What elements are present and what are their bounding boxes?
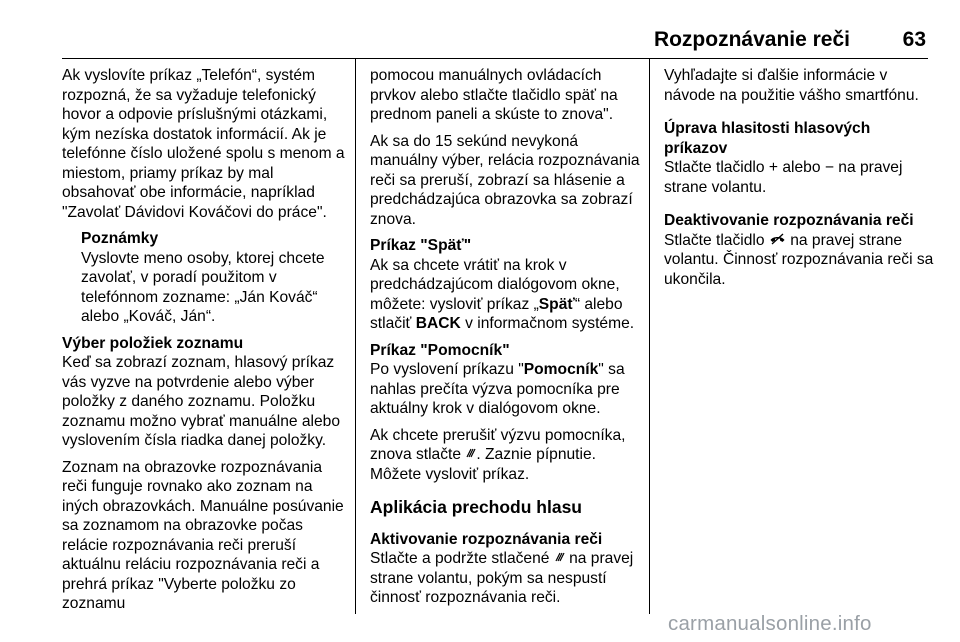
watermark: carmanualsonline.info bbox=[668, 612, 872, 635]
hangup-icon bbox=[769, 233, 786, 245]
paragraph: Ak sa chcete vrátiť na krok v predchádzajúcom dialógovom okne, môžete: vysloviť príkaz „Späť“ alebo stlačiť BACK v informačnom systéme. bbox=[370, 256, 635, 332]
column-1 bbox=[62, 66, 348, 621]
paragraph: pomocou manuálnych ovládacích prvkov alebo stlačte tlačidlo späť na prednom paneli a skúste to znova". bbox=[370, 67, 618, 123]
paragraph: Keď sa zobrazí zoznam, hlasový príkaz vás vyzve na potvrdenie alebo výber položky z daného zoznamu. Položku zoznamu možno vybrať manuálne alebo vyslovením čísla riadka danej položky. bbox=[62, 354, 341, 449]
column-3 bbox=[664, 66, 936, 296]
paragraph: Stlačte tlačidlo + alebo − na pravej strane volantu. bbox=[664, 159, 903, 196]
page-title: Rozpoznávanie reči bbox=[653, 28, 850, 51]
page-header bbox=[62, 28, 928, 59]
subheading: Príkaz "Pomocník" bbox=[370, 341, 510, 359]
section-heading: Aplikácia prechodu hlasu bbox=[370, 497, 582, 517]
voice-icon bbox=[465, 446, 476, 459]
column-divider bbox=[355, 58, 356, 614]
subheading: Príkaz "Späť" bbox=[370, 237, 472, 254]
subheading: Úprava hlasitosti hlasových príkazov bbox=[664, 120, 871, 157]
paragraph: Zoznam na obrazovke rozpoznávania reči funguje rovnako ako zoznam na iných obrazovkách. Manuálne posúvanie sa zoznamom na obrazovke počas relácie rozpoznávania reči preruší aktuálnu reláciu rozpoznávania reči a prehrá príkaz "Vyberte položku zo zoznamu bbox=[62, 458, 344, 612]
page-number: 63 bbox=[902, 28, 926, 51]
paragraph: Po vyslovení príkazu "Pomocník" sa nahlas prečíta výzva pomocníka pre aktuálny krok v dialógovom okne. bbox=[370, 361, 625, 417]
paragraph: Ak vyslovíte príkaz „Telefón“, systém rozpozná, že sa vyžaduje telefonický hovor a odpovie príslušnými otázkami, kým nezíska dostatok informácií. Ak je telefónne číslo uložené spolu s menom a miestom, priamy príkaz by mal obsahovať obe informácie, napríklad "Zavolať Dávidovi Kováčovi do práce". bbox=[62, 67, 345, 221]
subheading: Aktivovanie rozpoznávania reči bbox=[370, 530, 603, 548]
paragraph: Ak chcete prerušiť výzvu pomocníka, znova stlačte . Zaznie pípnutie. Môžete vysloviť príkaz. bbox=[370, 426, 626, 483]
paragraph: Stlačte tlačidlo na pravej strane volantu. Činnosť rozpoznávania reči sa ukončila. bbox=[664, 231, 934, 288]
subheading: Deaktivovanie rozpoznávania reči bbox=[664, 212, 914, 229]
note-title: Poznámky bbox=[81, 230, 159, 247]
plus-icon: + bbox=[768, 159, 778, 176]
note-text: Vyslovte meno osoby, ktorej chcete zavolať, v poradí použitom v telefónnom zozname: „Ján Kováč“ alebo „Kováč, Ján“. bbox=[81, 249, 325, 325]
paragraph: Vyhľadajte si ďalšie informácie v návode na použitie vášho smartfónu. bbox=[664, 67, 919, 104]
voice-icon bbox=[554, 550, 565, 563]
minus-icon: − bbox=[824, 159, 834, 176]
paragraph: Ak sa do 15 sekúnd nevykoná manuálny výber, relácia rozpoznávania reči sa preruší, zobrazí sa hlásenie a predchádzajúca obrazovka sa zobrazí znova. bbox=[370, 132, 640, 228]
paragraph: Stlačte a podržte stlačené na pravej strane volantu, pokým sa nespustí činnosť rozpoznávania reči. bbox=[370, 550, 634, 606]
subheading: Výber položiek zoznamu bbox=[62, 334, 244, 352]
column-2 bbox=[370, 66, 642, 615]
column-divider bbox=[649, 58, 650, 614]
note-block bbox=[81, 229, 348, 327]
